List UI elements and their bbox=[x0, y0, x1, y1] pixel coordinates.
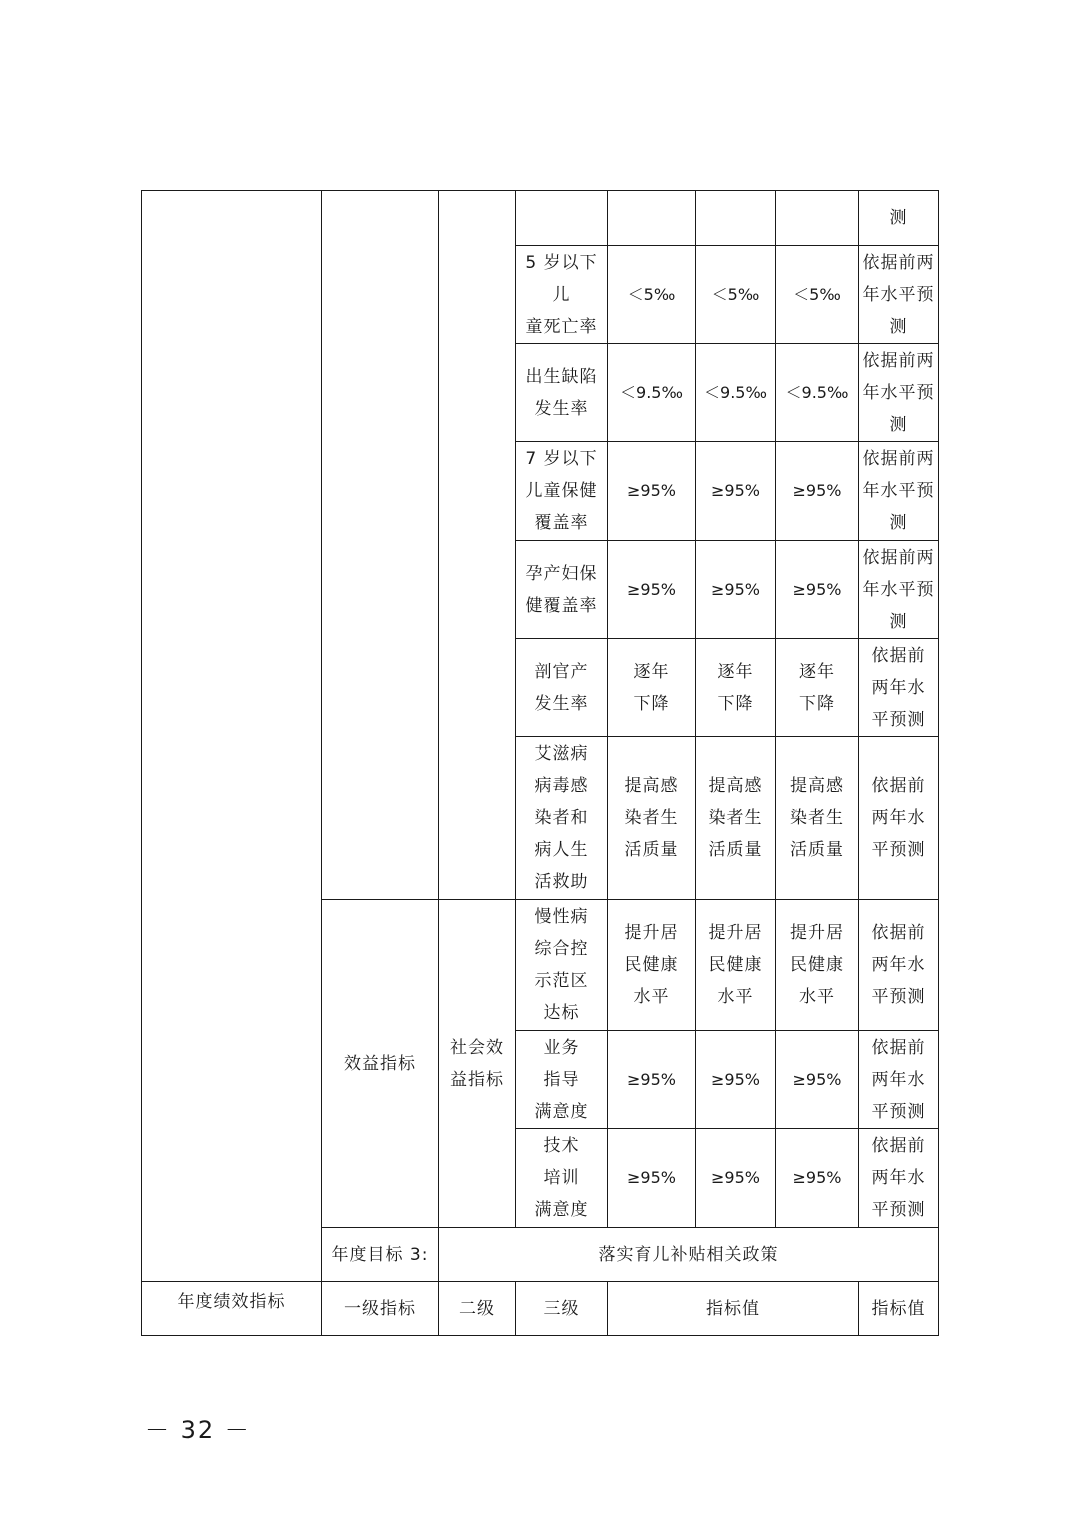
level3-cell: 7 岁以下 儿童保健 覆盖率 bbox=[516, 442, 608, 541]
value-cell: 提升居 民健康 水平 bbox=[608, 900, 696, 1031]
value-cell: ＜9.5‰ bbox=[608, 344, 696, 442]
value-cell: ＜5‰ bbox=[608, 246, 696, 344]
value-cell: ＜5‰ bbox=[696, 246, 776, 344]
value-cell: ≥95% bbox=[608, 442, 696, 541]
level3-cell: 慢性病 综合控 示范区 达标 bbox=[516, 900, 608, 1031]
level3-cell: 业务 指导 满意度 bbox=[516, 1031, 608, 1129]
value-cell: ≥95% bbox=[608, 1129, 696, 1228]
note-cell: 依据前 两年水 平预测 bbox=[859, 1129, 939, 1228]
level3-cell: 出生缺陷 发生率 bbox=[516, 344, 608, 442]
note-cell: 依据前两 年水平预 测 bbox=[859, 541, 939, 639]
value-cell: ＜9.5‰ bbox=[696, 344, 776, 442]
perf-label: 年度绩效指标 bbox=[142, 1282, 322, 1336]
level1-cell: 效益指标 bbox=[322, 900, 439, 1228]
page-number: － 32 － bbox=[145, 1416, 251, 1444]
value-cell bbox=[608, 191, 696, 246]
level1-cell bbox=[322, 191, 439, 900]
level2-cell: 社会效 益指标 bbox=[439, 900, 516, 1228]
value-cell: ≥95% bbox=[776, 442, 859, 541]
level2-cell bbox=[439, 191, 516, 900]
value-cell: 提高感 染者生 活质量 bbox=[776, 737, 859, 900]
header-level2: 二级 bbox=[439, 1282, 516, 1336]
level3-cell: 孕产妇保 健覆盖率 bbox=[516, 541, 608, 639]
value-cell: 逐年 下降 bbox=[608, 639, 696, 737]
goal3-text: 落实育儿补贴相关政策 bbox=[439, 1228, 939, 1282]
header-value: 指标值 bbox=[608, 1282, 859, 1336]
level3-cell: 剖官产 发生率 bbox=[516, 639, 608, 737]
note-cell: 依据前 两年水 平预测 bbox=[859, 900, 939, 1031]
goal3-label: 年度目标 3: bbox=[322, 1228, 439, 1282]
value-cell: 逐年 下降 bbox=[696, 639, 776, 737]
table-row bbox=[142, 1282, 939, 1336]
table-row bbox=[142, 191, 939, 246]
value-cell: ＜9.5‰ bbox=[776, 344, 859, 442]
value-cell bbox=[696, 191, 776, 246]
goal-column-cell bbox=[142, 191, 322, 1282]
level3-cell: 5 岁以下儿 童死亡率 bbox=[516, 246, 608, 344]
header-value-2: 指标值 bbox=[859, 1282, 939, 1336]
value-cell bbox=[776, 191, 859, 246]
value-cell: ≥95% bbox=[696, 1031, 776, 1129]
value-cell: 逐年 下降 bbox=[776, 639, 859, 737]
note-cell: 测 bbox=[859, 191, 939, 246]
level3-cell bbox=[516, 191, 608, 246]
note-cell: 依据前 两年水 平预测 bbox=[859, 1031, 939, 1129]
note-cell: 依据前 两年水 平预测 bbox=[859, 737, 939, 900]
note-cell: 依据前两 年水平预 测 bbox=[859, 442, 939, 541]
value-cell: ≥95% bbox=[608, 1031, 696, 1129]
value-cell: 提升居 民健康 水平 bbox=[696, 900, 776, 1031]
value-cell: ≥95% bbox=[696, 541, 776, 639]
note-cell: 依据前两 年水平预 测 bbox=[859, 344, 939, 442]
value-cell: ≥95% bbox=[776, 1031, 859, 1129]
value-cell: ≥95% bbox=[696, 1129, 776, 1228]
note-cell: 依据前 两年水 平预测 bbox=[859, 639, 939, 737]
value-cell: 提高感 染者生 活质量 bbox=[608, 737, 696, 900]
header-level3: 三级 bbox=[516, 1282, 608, 1336]
value-cell: ≥95% bbox=[608, 541, 696, 639]
value-cell: ＜5‰ bbox=[776, 246, 859, 344]
value-cell: ≥95% bbox=[696, 442, 776, 541]
level3-cell: 艾滋病 病毒感 染者和 病人生 活救助 bbox=[516, 737, 608, 900]
value-cell: ≥95% bbox=[776, 541, 859, 639]
note-cell: 依据前两 年水平预 测 bbox=[859, 246, 939, 344]
value-cell: 提升居 民健康 水平 bbox=[776, 900, 859, 1031]
indicator-table bbox=[141, 190, 939, 1336]
value-cell: 提高感 染者生 活质量 bbox=[696, 737, 776, 900]
value-cell: ≥95% bbox=[776, 1129, 859, 1228]
header-level1: 一级指标 bbox=[322, 1282, 439, 1336]
level3-cell: 技术 培训 满意度 bbox=[516, 1129, 608, 1228]
